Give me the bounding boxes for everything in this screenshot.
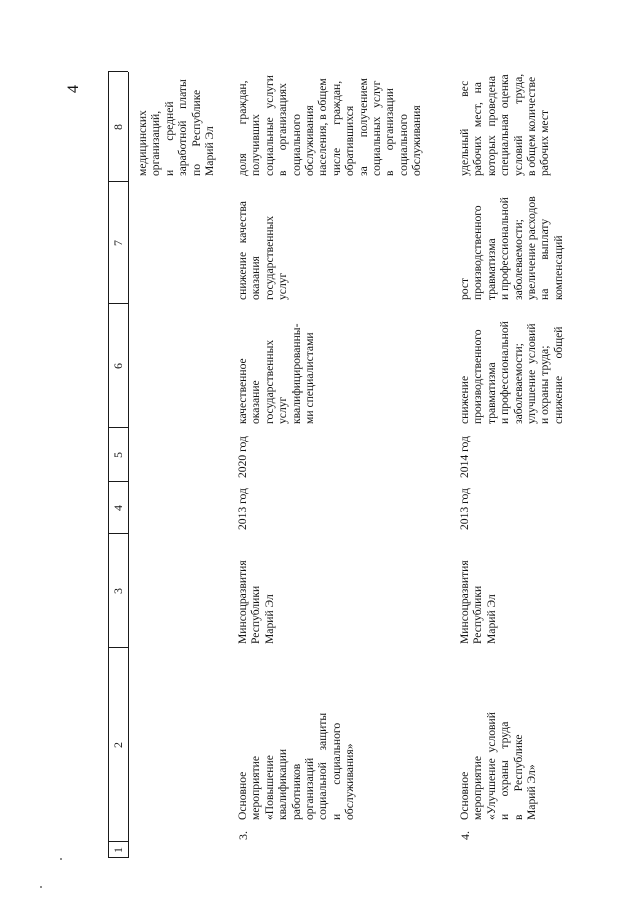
header-col-2: 2 xyxy=(111,742,125,748)
scan-speck xyxy=(40,886,42,888)
row-4-consequences: рост производственного травматизма и профессиональной заболеваемости; увеличение расходов на выплату компенсаций xyxy=(458,196,565,300)
header-col-1: 1 xyxy=(111,847,125,853)
row-4-expected-result: снижение производственного травматизма и профессиональной заболеваемости; улучшение условий и охраны труда; снижение общей xyxy=(458,321,565,424)
header-col-6: 6 xyxy=(111,363,125,369)
row-4-end-year: 2014 год xyxy=(458,436,471,478)
scan-speck xyxy=(60,858,62,860)
row-3-end-year: 2020 год xyxy=(236,436,249,478)
table-top-border xyxy=(108,72,109,858)
header-bottom-border xyxy=(128,72,129,858)
row-4-indicator: удельный вес рабочих мест, на которых проведена специальная оценка условий труда, в общем количестве рабочих мест xyxy=(458,73,552,176)
rotated-table xyxy=(108,72,588,858)
header-col-8: 8 xyxy=(111,124,125,130)
header-col-3: 3 xyxy=(111,588,125,594)
header-col-4: 4 xyxy=(111,505,125,511)
row-3-expected-result: качественное оказание государственных услуг квалифицированны- ми специалистами xyxy=(236,323,317,424)
row-3-number: 3. xyxy=(236,831,250,840)
row-3-executor: Минсоцразвития Республики Марий Эл xyxy=(236,560,276,644)
row-4-executor: Минсоцразвития Республики Марий Эл xyxy=(458,560,498,644)
continuation-col8-text: медицинских организаций, и средней заработной платы по Республике Марий Эл xyxy=(136,79,217,176)
row-3-activity: Основное мероприятие «Повышение квалификации работников организаций социальной защиты и социального обслуживания» xyxy=(236,712,357,820)
header-col-7: 7 xyxy=(111,240,125,246)
row-4-activity: Основное мероприятие «Улучшение условий и охраны труда в Республике Марий Эл» xyxy=(458,712,539,820)
row-4-number: 4. xyxy=(458,831,472,840)
row-3-consequences: снижение качества оказания государственных услуг xyxy=(236,201,290,300)
row-4-start-year: 2013 год xyxy=(458,488,471,530)
page-number: 4 xyxy=(65,85,82,93)
row-3-start-year: 2013 год xyxy=(236,488,249,530)
header-col-5: 5 xyxy=(111,452,125,458)
row-3-indicator: доля граждан, получивших социальные услуги в организациях социального обслуживания населения, в общем числе граждан, обратившихся за получением социальных услуг в организации социального обслуживания xyxy=(236,75,424,176)
